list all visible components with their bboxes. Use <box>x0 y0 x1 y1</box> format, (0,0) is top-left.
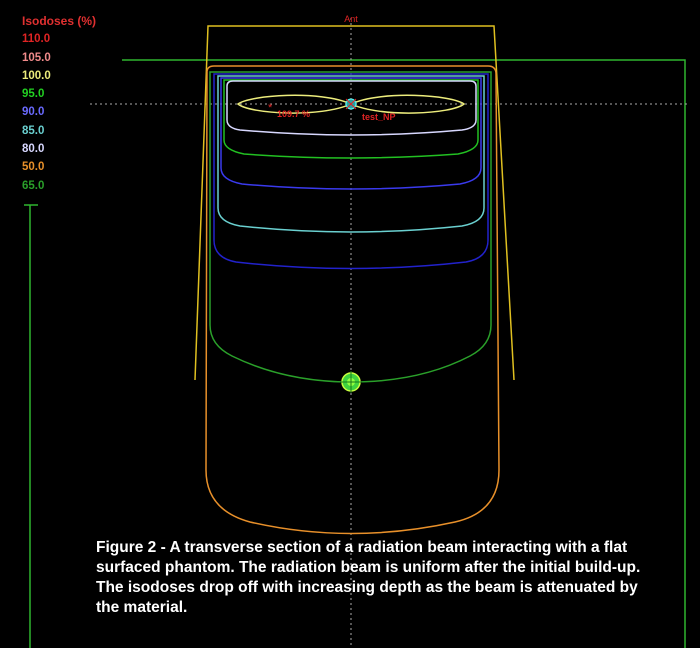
legend-level: 100.0 <box>22 69 51 82</box>
legend-level: 110.0 <box>22 33 51 46</box>
beam-outline <box>195 26 514 380</box>
point-label: test_NP <box>362 112 396 122</box>
legend-title: Isodoses (%) <box>22 14 97 28</box>
figure-caption: Figure 2 - A transverse section of a radiation beam interacting with a flat surfaced phantom. The radiation beam is uniform after the initial build-up. The isodoses drop off with increasing depth as the beam is attenuated by the material. <box>96 539 641 616</box>
max-dose-star: * <box>268 102 273 114</box>
legend-level: 90.0 <box>22 106 45 119</box>
legend-level: 105.0 <box>22 51 51 64</box>
anterior-label: Ant <box>344 14 358 24</box>
isodose-legend <box>22 12 96 195</box>
legend-level: 50.0 <box>22 161 45 174</box>
max-dose-label: 109.7 % <box>277 109 311 119</box>
isodose-50 <box>206 66 499 534</box>
legend-level: 65.0 <box>22 179 45 192</box>
legend-level: 85.0 <box>22 124 45 137</box>
legend-level: 80.0 <box>22 143 45 156</box>
legend-level: 95.0 <box>22 88 45 101</box>
